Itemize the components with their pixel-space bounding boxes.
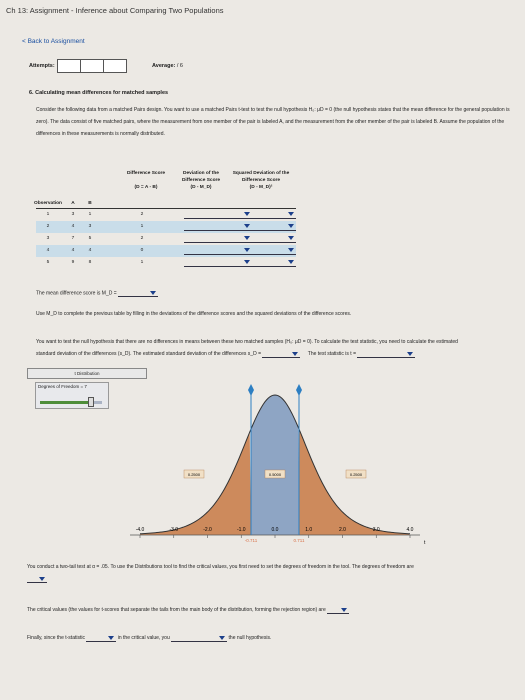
a-cell: 3 bbox=[71, 212, 75, 217]
x-tick-label: 0.0 bbox=[271, 527, 279, 533]
distribution-regions bbox=[140, 395, 410, 535]
header-difference-formula: (D = A - B) bbox=[134, 185, 158, 190]
t-distribution-plot bbox=[120, 380, 440, 550]
x-tick-label: -3.0 bbox=[169, 527, 179, 533]
b-cell: 3 bbox=[88, 224, 92, 229]
chevron-down-icon bbox=[288, 260, 294, 264]
header-deviation-formula: (D - M_D) bbox=[190, 185, 212, 190]
header-squared-formula: (D - M_D)² bbox=[249, 185, 273, 190]
diff-cell: 1 bbox=[140, 260, 144, 265]
b-cell: 4 bbox=[88, 248, 92, 253]
left-tail-region bbox=[140, 432, 251, 535]
squared-deviation-dropdown[interactable] bbox=[228, 259, 296, 267]
null-test-line-1: You want to test the null hypothesis that there are no differences in means between these two matched samples (H₀: μD = 0). To calculate the test statistic, you need to calculate the estimated bbox=[36, 339, 458, 345]
attempts-boxes bbox=[57, 59, 126, 73]
mean-difference-line bbox=[36, 289, 158, 297]
table-row bbox=[36, 209, 296, 221]
chevron-down-icon bbox=[407, 352, 413, 356]
header-b: B bbox=[88, 201, 92, 206]
chevron-down-icon bbox=[219, 636, 225, 640]
axis-variable-label: t bbox=[424, 540, 426, 546]
mean-difference-dropdown[interactable] bbox=[118, 289, 158, 297]
window-title: Ch 13: Assignment - Inference about Comparing Two Populations bbox=[6, 6, 224, 15]
distribution-tab[interactable]: t Distribution bbox=[27, 368, 147, 379]
obs-cell: 2 bbox=[46, 224, 50, 229]
center-region bbox=[251, 395, 299, 535]
x-tick-label: -1.0 bbox=[236, 527, 246, 533]
attempt-box bbox=[57, 59, 81, 73]
finally-text-3: the null hypothesis. bbox=[228, 635, 272, 641]
chevron-down-icon bbox=[288, 224, 294, 228]
table-row bbox=[36, 245, 296, 257]
chevron-down-icon bbox=[292, 352, 298, 356]
critical-values-text: The critical values (the values for t-scores that separate the tails from the main body of the distribution, forming the rejection region) are bbox=[27, 607, 326, 613]
dof-slider-handle[interactable] bbox=[88, 397, 94, 407]
squared-deviation-dropdown[interactable] bbox=[228, 235, 296, 243]
critical-values-dropdown[interactable] bbox=[327, 606, 349, 614]
obs-cell: 3 bbox=[46, 236, 50, 241]
chevron-down-icon bbox=[108, 636, 114, 640]
finally-text-2: in the critical value, you bbox=[117, 635, 170, 641]
average-value: / 6 bbox=[176, 63, 183, 69]
test-statistic-label: The test statistic is t = bbox=[307, 351, 356, 357]
b-cell: 8 bbox=[88, 260, 92, 265]
diff-cell: 2 bbox=[140, 236, 144, 241]
table-row bbox=[36, 257, 296, 269]
use-md-instruction: Use M_D to complete the previous table by filling in the deviations of the difference scores and the squared deviations of the difference scores. bbox=[36, 311, 352, 317]
chevron-down-icon bbox=[288, 212, 294, 216]
a-cell: 4 bbox=[71, 248, 75, 253]
center-area-value: 0.5000 bbox=[268, 472, 282, 477]
squared-deviation-dropdown[interactable] bbox=[228, 211, 296, 219]
problem-intro: Consider the following data from a matched Pairs design. You want to use a matched Pairs t-test to test the null hypothesis H₀: μD = 0 (the null hypothesis states that the mean difference for the general population is zero). The data consist of five matched pairs, where the measurement from one member of the pair is labeled A, and the measurement from the other member of the pair is labeled B. Assume the population of the differences in these measurements is normally distributed. bbox=[36, 107, 510, 137]
test-statistic-dropdown[interactable] bbox=[357, 350, 415, 358]
x-tick-label: -4.0 bbox=[135, 527, 145, 533]
right-tail-area-value: 0.2500 bbox=[349, 472, 363, 477]
critical-values-paragraph bbox=[27, 605, 515, 615]
two-tail-text: You conduct a two-tail test at α = .05. To use the Distributions tool to find the critical values, you first need to set the degrees of freedom in the tool. The degrees of freedom are bbox=[27, 564, 414, 570]
null-test-paragraph bbox=[36, 336, 514, 360]
header-deviation bbox=[171, 170, 231, 184]
attempt-box bbox=[103, 59, 127, 73]
b-cell: 5 bbox=[88, 236, 92, 241]
left-critical-marker-value: -0.711 bbox=[244, 538, 258, 543]
a-cell: 4 bbox=[71, 224, 75, 229]
degrees-of-freedom-label: Degrees of Freedom = 7 bbox=[38, 384, 87, 389]
degrees-of-freedom-dropdown[interactable] bbox=[27, 575, 47, 583]
header-deviation-label: Deviation of the Difference Score bbox=[181, 171, 221, 183]
header-a: A bbox=[71, 201, 75, 206]
left-tail-area-value: 0.2500 bbox=[187, 472, 201, 477]
tstat-location-dropdown[interactable] bbox=[86, 634, 116, 642]
sd-dropdown[interactable] bbox=[262, 350, 300, 358]
squared-deviation-dropdown[interactable] bbox=[228, 247, 296, 255]
x-tick-label: 3.0 bbox=[372, 527, 380, 533]
header-squared-label: Squared Deviation of the Difference Score bbox=[232, 171, 290, 183]
right-tail-region bbox=[299, 429, 410, 535]
x-tick-label: 4.0 bbox=[406, 527, 414, 533]
chevron-down-icon bbox=[288, 236, 294, 240]
x-tick-label: 1.0 bbox=[305, 527, 313, 533]
chevron-down-icon bbox=[150, 291, 156, 295]
mean-difference-label: The mean difference score is M_D = bbox=[36, 290, 117, 297]
header-difference bbox=[116, 170, 176, 177]
chevron-down-icon bbox=[39, 577, 45, 581]
right-critical-marker-handle[interactable] bbox=[296, 384, 302, 396]
average-label: Average: bbox=[152, 63, 176, 69]
dof-slider-fill bbox=[40, 401, 92, 404]
null-test-line-2 bbox=[36, 348, 514, 360]
header-observation: Observation bbox=[34, 201, 62, 206]
attempt-box bbox=[80, 59, 104, 73]
area-labels bbox=[184, 470, 366, 478]
attempts-label: Attempts: bbox=[29, 63, 55, 69]
right-critical-marker-value: 0.711 bbox=[293, 538, 305, 543]
back-to-assignment-link[interactable]: < Back to Assignment bbox=[22, 38, 85, 45]
b-cell: 1 bbox=[88, 212, 92, 217]
a-cell: 7 bbox=[71, 236, 75, 241]
header-difference-label: Difference Score bbox=[126, 171, 166, 176]
left-critical-marker-handle[interactable] bbox=[248, 384, 254, 396]
section-title: 6. Calculating mean differences for matched samples bbox=[29, 90, 169, 96]
table-row bbox=[36, 221, 296, 233]
diff-cell: 0 bbox=[140, 248, 144, 253]
chevron-down-icon bbox=[341, 608, 347, 612]
sd-label: standard deviation of the differences (s_D). The estimated standard deviation of the differences s_D = bbox=[36, 351, 261, 357]
a-cell: 9 bbox=[71, 260, 75, 265]
table-row bbox=[36, 233, 296, 245]
chevron-down-icon bbox=[288, 248, 294, 252]
obs-cell: 5 bbox=[46, 260, 50, 265]
two-tail-paragraph bbox=[27, 562, 515, 584]
obs-cell: 1 bbox=[46, 212, 50, 217]
squared-deviation-dropdown[interactable] bbox=[228, 223, 296, 231]
decision-dropdown[interactable] bbox=[171, 634, 227, 642]
x-axis-ticks bbox=[136, 527, 414, 538]
conclusion-paragraph bbox=[27, 633, 515, 643]
finally-text-1: Finally, since the t-statistic bbox=[27, 635, 85, 641]
average-score bbox=[152, 63, 183, 69]
x-tick-label: -2.0 bbox=[203, 527, 212, 533]
diff-cell: 1 bbox=[140, 224, 144, 229]
obs-cell: 4 bbox=[46, 248, 50, 253]
x-tick-label: 2.0 bbox=[339, 527, 346, 533]
header-squared bbox=[229, 170, 293, 184]
diff-cell: 2 bbox=[140, 212, 144, 217]
